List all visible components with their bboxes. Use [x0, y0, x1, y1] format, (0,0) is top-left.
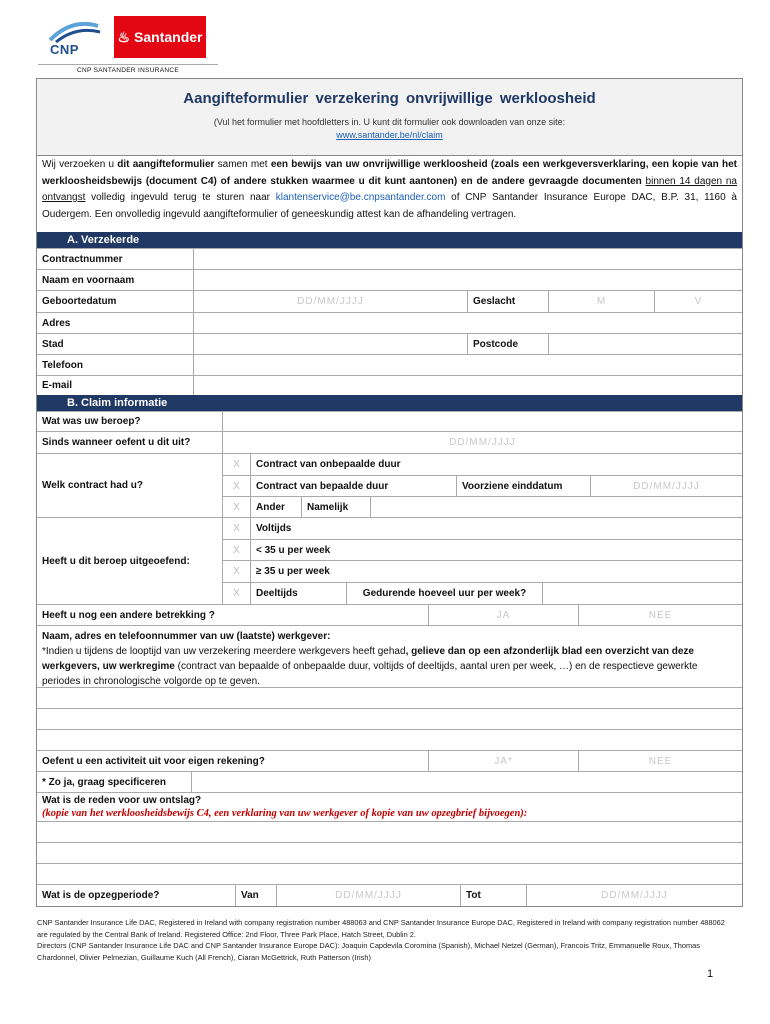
- logo-area: [38, 12, 218, 76]
- intro-text: Wij verzoeken u dit aangifteformulier samen met een bewijs van uw onvrijwillige werkloosheid (zoals een werkgeversverklaring, een kopie van het werkloosheidsbewijs (document C4) of andere stukken waarmee u dit kunt aantonen) en de andere gevraagde documenten binnen 14 dagen na ontvangst volledig ingevuld terug te sturen naar klantenservice@be.cnpsantander.com of CNP Santander Insurance Europe DAC, B.P. 31, 1160 à Oudergem. Een onvolledig ingevuld aangifteformulier of geneeskundig attest kan de afhandeling vertragen.: [42, 159, 737, 220]
- ge35-label: ≥ 35 u per week: [256, 566, 330, 577]
- contract-option-3: [223, 496, 742, 517]
- since-field[interactable]: DD/MM/JJJJ: [449, 437, 516, 448]
- fulltime-row: [223, 518, 742, 539]
- footer: [37, 917, 737, 963]
- end-date-label: Voorziene einddatum: [457, 476, 591, 496]
- specify-label: * Zo ja, graag specificeren: [37, 772, 192, 792]
- contract-option-2: [223, 475, 742, 496]
- logo-subtitle: CNP SANTANDER INSURANCE: [38, 64, 218, 74]
- row-dob: [37, 290, 742, 312]
- employer-text: Naam, adres en telefoonnummer van uw (laatste) werkgever: *Indien u tijdens de looptijd van uw verzekering meerdere werkgevers heeft gehad, gelieve dan op een afzonderlijk blad een overzicht van deze werkgevers, uw werkregime (contract van bepaalde of onbepaalde duur, voltijds of deeltijds, aantal uren per week, …) en de respectieve gewerkte periodes in chronologische volgorde op te geven.: [42, 631, 698, 687]
- phone-field[interactable]: [194, 355, 742, 375]
- santander-logo: [114, 16, 206, 58]
- name-label: Naam en voornaam: [37, 270, 194, 290]
- checkbox-limited[interactable]: X: [223, 476, 251, 496]
- self-label: Oefent u een activiteit uit voor eigen rekening?: [37, 751, 429, 771]
- reason-field-3[interactable]: [37, 864, 742, 884]
- employer-line-1: [37, 687, 742, 708]
- from-label: Van: [236, 885, 277, 906]
- section-b-header: B. Claim informatie: [37, 395, 742, 411]
- end-date-field[interactable]: DD/MM/JJJJ: [633, 480, 700, 492]
- row-email: [37, 375, 742, 395]
- row-reason: [37, 792, 742, 821]
- other-job-ja[interactable]: JA: [429, 605, 579, 625]
- reason-text: Wat is de reden voor uw ontslag? (kopie van het werkloosheidsbewijs C4, een verklaring van uw werkgever of kopie van uw opzegbrief bijvoegen):: [42, 795, 528, 819]
- fulltime-label: Voltijds: [256, 523, 292, 534]
- gender-m-option[interactable]: M: [549, 291, 655, 312]
- to-label: Tot: [461, 885, 527, 906]
- dob-field[interactable]: DD/MM/JJJJ: [194, 291, 468, 312]
- row-name: [37, 269, 742, 290]
- checkbox-ge35[interactable]: X: [223, 561, 251, 582]
- other-label: Ander: [251, 497, 302, 517]
- from-date-field[interactable]: DD/MM/JJJJ: [277, 885, 461, 906]
- gender-v-option[interactable]: V: [694, 296, 703, 307]
- hours-field[interactable]: [543, 583, 742, 604]
- job-field[interactable]: [223, 412, 742, 431]
- other-job-nee[interactable]: NEE: [648, 609, 673, 621]
- phone-label: Telefoon: [37, 355, 194, 375]
- footer-directors: Directors (CNP Santander Insurance Life DAC and CNP Santander Insurance Europe DAC): Joaquin Capdevila Coromina (Spanish), Michael Netzel (German), Francois Tritz, Emmanuelle Roux, Thomas Chardonnel, Olivier Pelmezian, Guillaume Kuch (All French), Ciaran McGettrick, Ruth Patterson (Irish): [37, 941, 700, 962]
- parttime-label: Deeltijds: [251, 583, 347, 604]
- to-date-field[interactable]: DD/MM/JJJJ: [601, 890, 668, 901]
- form-note: (Vul het formulier met hoofdletters in. U kunt dit formulier ook downloaden van onze site:: [213, 117, 566, 127]
- postcode-field[interactable]: [549, 334, 742, 354]
- checkbox-lt35[interactable]: X: [223, 540, 251, 560]
- row-contract: [37, 248, 742, 269]
- parttime-row: [223, 582, 742, 604]
- employer-field-1[interactable]: [37, 688, 742, 708]
- claim-form: [36, 78, 743, 907]
- lt35-row: [223, 539, 742, 560]
- page-number: 1: [707, 968, 714, 980]
- checkbox-parttime[interactable]: X: [223, 583, 251, 604]
- contract-label: Contractnummer: [37, 249, 194, 269]
- flame-icon: ♨: [117, 28, 131, 45]
- address-field[interactable]: [194, 313, 742, 333]
- employer-line-2: [37, 708, 742, 729]
- specify-field[interactable]: [192, 772, 742, 792]
- checkbox-unlimited[interactable]: X: [223, 454, 251, 475]
- exercise-options: [223, 518, 742, 604]
- email-field[interactable]: [194, 376, 742, 395]
- exercise-question: Heeft u dit beroep uitgeoefend:: [37, 518, 223, 604]
- checkbox-other[interactable]: X: [223, 497, 251, 517]
- city-label: Stad: [37, 334, 194, 354]
- row-notice: [37, 884, 742, 906]
- self-nee[interactable]: NEE: [648, 755, 673, 767]
- ge35-row: [223, 560, 742, 582]
- contract-field[interactable]: [194, 249, 742, 269]
- form-header: [37, 79, 742, 156]
- job-label: Wat was uw beroep?: [37, 412, 223, 431]
- namely-field[interactable]: [371, 497, 742, 517]
- email-link[interactable]: klantenservice@be.cnpsantander.com: [275, 192, 446, 203]
- reason-line-3: [37, 863, 742, 884]
- hours-label: Gedurende hoeveel uur per week?: [347, 583, 543, 604]
- contract-question: Welk contract had u?: [37, 454, 223, 517]
- email-label: E-mail: [37, 376, 194, 395]
- download-link[interactable]: www.santander.be/nl/claim: [336, 130, 443, 140]
- postcode-label: Postcode: [468, 334, 549, 354]
- contract-block: [37, 453, 742, 517]
- row-job: [37, 411, 742, 431]
- row-employer: [37, 625, 742, 687]
- name-field[interactable]: [194, 270, 742, 290]
- contract-options: [223, 454, 742, 517]
- lt35-label: < 35 u per week: [256, 544, 331, 556]
- cnp-logo-text: CNP: [50, 42, 79, 57]
- employer-field-3[interactable]: [37, 730, 742, 750]
- footer-regulation: CNP Santander Insurance Life DAC, Registered in Ireland with company registration number 488063 and CNP Santander Insurance Europe DAC, Registered in Ireland with company registration number 488062 are regulated by the Central Bank of Ireland. Registered Office: 2nd Floor, Three Park Place, Hatch Street, Dublin 2.: [37, 918, 725, 939]
- self-ja[interactable]: JA*: [429, 751, 579, 771]
- reason-field-1[interactable]: [37, 822, 742, 842]
- dob-label: Geboortedatum: [37, 291, 194, 312]
- section-a-header: A. Verzekerde: [37, 232, 742, 248]
- employer-field-2[interactable]: [37, 709, 742, 729]
- city-field[interactable]: [194, 334, 468, 354]
- reason-field-2[interactable]: [37, 843, 742, 863]
- reason-line-2: [37, 842, 742, 863]
- row-address: [37, 312, 742, 333]
- reason-line-1: [37, 821, 742, 842]
- other-job-label: Heeft u nog een andere betrekking ?: [37, 605, 429, 625]
- since-label: Sinds wanneer oefent u dit uit?: [37, 432, 223, 453]
- contract-option-1: [223, 454, 742, 475]
- employer-line-3: [37, 729, 742, 750]
- form-title: Aangifteformulier verzekering onvrijwillige werkloosheid: [183, 90, 596, 107]
- row-self: [37, 750, 742, 771]
- contract-2-label: Contract van bepaalde duur: [251, 476, 457, 496]
- cnp-logo: [42, 16, 106, 60]
- checkbox-fulltime[interactable]: X: [223, 518, 251, 539]
- address-label: Adres: [37, 313, 194, 333]
- gender-label: Geslacht: [468, 291, 549, 312]
- row-specify: [37, 771, 742, 792]
- notice-label: Wat is de opzegperiode?: [37, 885, 236, 906]
- row-phone: [37, 354, 742, 375]
- namely-label: Namelijk: [302, 497, 371, 517]
- contract-1-label: Contract van onbepaalde duur: [256, 459, 401, 470]
- row-city: [37, 333, 742, 354]
- row-since: [37, 431, 742, 453]
- santander-logo-text: Santander: [134, 29, 203, 45]
- row-other-job: [37, 604, 742, 625]
- exercise-block: [37, 517, 742, 604]
